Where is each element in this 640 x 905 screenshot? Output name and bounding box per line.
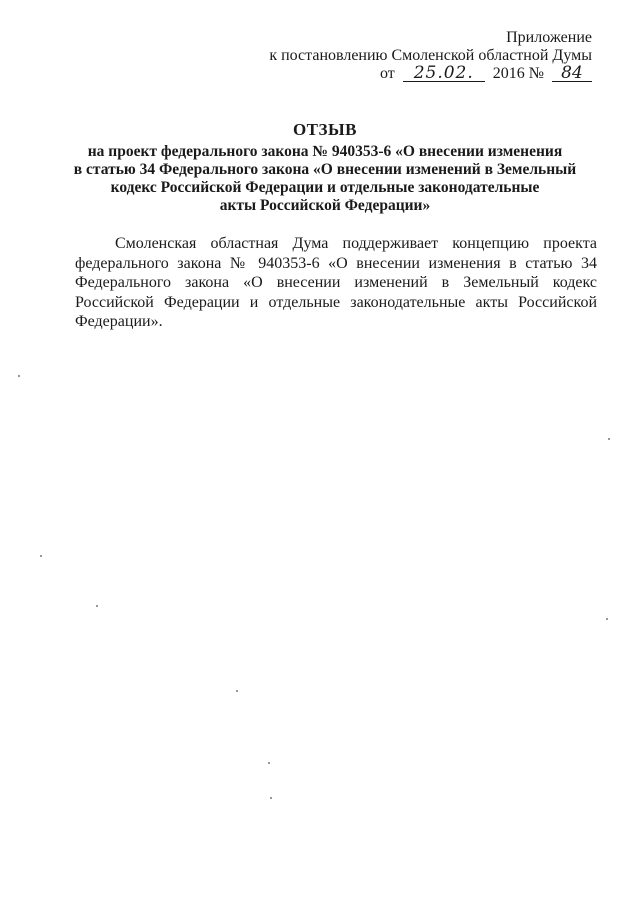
title-line: акты Российской Федерации» [219, 197, 431, 214]
scan-speck [268, 762, 270, 764]
year-and-number-label: 2016 № [492, 65, 544, 82]
handwritten-date: 25.02. [403, 65, 485, 82]
scan-speck [606, 618, 608, 620]
resolution-reference: к постановлению Смоленской областной Думы [269, 47, 592, 64]
date-prefix: от [379, 65, 395, 82]
title-line: на проект федерального закона № 940353-6 «О внесении изменения [87, 143, 563, 160]
document-title [60, 120, 590, 215]
scan-speck [40, 555, 42, 557]
scan-speck [270, 797, 272, 799]
title-main: ОТЗЫВ [292, 120, 358, 139]
appendix-label: Приложение [506, 29, 592, 46]
title-line: кодекс Российской Федерации и отдельные законодательные [110, 179, 540, 196]
scan-speck [18, 375, 20, 377]
body-paragraph: Смоленская областная Дума поддерживает концепцию проекта федерального закона № 940353-6 «О внесении изменения в статью 34 Федерального закона «О внесении изменений в Земельный кодекс Российской Федерации и отдельные законодательные акты Российской Федерации». [75, 235, 597, 330]
title-line: в статью 34 Федерального закона «О внесении изменений в Земельный [73, 161, 577, 178]
scan-speck [236, 690, 238, 692]
appendix-header [269, 29, 592, 83]
scan-speck [96, 605, 98, 607]
handwritten-number: 84 [552, 65, 592, 82]
scan-speck [608, 438, 610, 440]
resolution-date-line [269, 65, 592, 83]
